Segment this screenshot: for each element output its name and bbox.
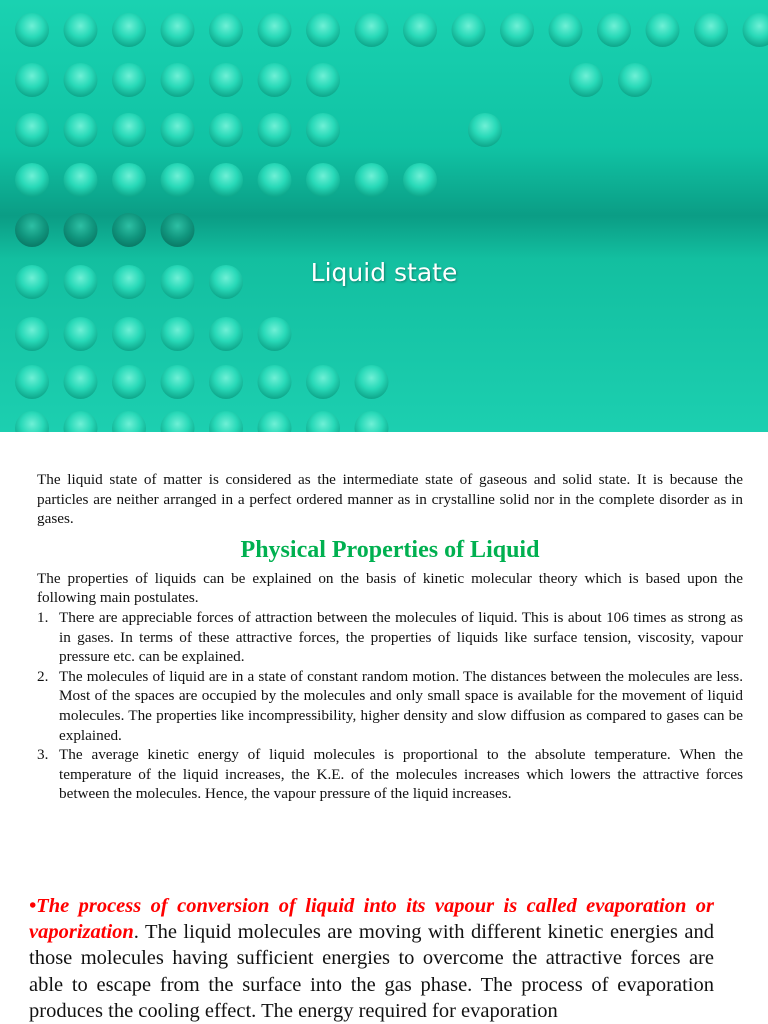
slide-dot	[209, 317, 243, 351]
slide-dot	[161, 317, 195, 351]
slide-dot	[258, 63, 292, 97]
intro-paragraph: The liquid state of matter is considered as the intermediate state of gaseous and solid state. It is because the particles are neither arranged in a perfect ordered manner as in crystalline solid nor in the complete disorder as in gases.	[37, 471, 743, 528]
slide-dot	[15, 365, 49, 399]
evaporation-definition: •The process of conversion of liquid into its vapour is called evaporation or vaporization	[29, 895, 714, 944]
slide-dot	[161, 365, 195, 399]
slide-dot	[161, 13, 195, 47]
slide-dot	[597, 13, 631, 47]
slide-dot	[258, 411, 292, 432]
slide-dot	[15, 317, 49, 351]
postulates-lead: The properties of liquids can be explained on the basis of kinetic molecular theory which is based upon the following main postulates.	[37, 569, 743, 607]
slide-dot	[306, 113, 340, 147]
slide-dot	[112, 163, 146, 197]
slide-dot	[161, 63, 195, 97]
slide-dot	[64, 317, 98, 351]
slide-dot	[64, 63, 98, 97]
slide-dot	[468, 113, 502, 147]
slide-dot	[646, 13, 680, 47]
slide-dot	[694, 13, 728, 47]
slide-dot	[355, 365, 389, 399]
postulate-text: There are appreciable forces of attraction between the molecules of liquid. This is about 106 times as strong as in gases. In terms of these attractive forces, the properties of liquids like surface tension, viscosity, vapour pressure etc. can be explained.	[59, 608, 743, 666]
slide-dot	[64, 113, 98, 147]
slide-dot	[64, 213, 98, 247]
slide-dot	[15, 411, 49, 432]
slide-dot	[161, 163, 195, 197]
slide-dot	[112, 13, 146, 47]
slide-dot	[112, 317, 146, 351]
slide-dot	[306, 365, 340, 399]
slide-dot	[306, 63, 340, 97]
slide-dot	[355, 13, 389, 47]
slide-dot	[64, 163, 98, 197]
slide-dot	[112, 411, 146, 432]
postulate-text: The average kinetic energy of liquid molecules is proportional to the absolute temperature. When the temperature of the liquid increases, the K.E. of the molecules increases which lowers the attractive forces between the molecules. Hence, the vapour pressure of the liquid increases.	[59, 746, 743, 803]
slide-dot	[64, 411, 98, 432]
slide-dot	[355, 163, 389, 197]
slide-dot	[306, 411, 340, 432]
section-heading: Physical Properties of Liquid	[240, 536, 540, 563]
slide-dot	[355, 411, 389, 432]
postulate-item	[37, 745, 743, 804]
slide-dot	[112, 63, 146, 97]
postulate-item	[37, 608, 743, 667]
slide-dot	[209, 365, 243, 399]
slide-dot	[569, 63, 603, 97]
slide-dot	[258, 365, 292, 399]
slide-dot	[64, 365, 98, 399]
slide-dot	[15, 163, 49, 197]
slide-dot	[618, 63, 652, 97]
slide-dot	[500, 13, 534, 47]
title-slide	[0, 0, 768, 432]
slide-dot	[209, 113, 243, 147]
postulate-number: 2.	[37, 667, 49, 685]
postulate-number: 3.	[37, 746, 49, 764]
postulates-list	[37, 608, 743, 804]
slide-dot	[64, 13, 98, 47]
slide-dot	[209, 63, 243, 97]
slide-dot	[209, 163, 243, 197]
slide-dot	[403, 13, 437, 47]
slide-dot	[452, 13, 486, 47]
slide-dot	[549, 13, 583, 47]
slide-dot	[161, 113, 195, 147]
slide-dot	[209, 411, 243, 432]
slide-dot	[306, 163, 340, 197]
document-body	[37, 470, 743, 804]
slide-dot	[112, 113, 146, 147]
slide-dot	[112, 213, 146, 247]
postulate-text: The molecules of liquid are in a state of constant random motion. The distances between the molecules are less. Most of the spaces are occupied by the molecules and only small space is available for the movement of liquid molecules. The properties like incompressibility, higher density and slow diffusion as compared to gases can be explained.	[59, 667, 743, 744]
slide-dot	[258, 163, 292, 197]
slide-dot	[306, 13, 340, 47]
slide-dot	[161, 411, 195, 432]
slide-dot	[258, 13, 292, 47]
slide-dot	[161, 213, 195, 247]
slide-dot	[15, 213, 49, 247]
slide-dot	[209, 13, 243, 47]
slide-dot	[15, 13, 49, 47]
slide-dot	[403, 163, 437, 197]
slide-dot	[258, 113, 292, 147]
slide-dot	[258, 317, 292, 351]
slide-dot	[743, 13, 768, 47]
slide-dot-pattern	[0, 0, 768, 432]
evaporation-body: . The liquid molecules are moving with different kinetic energies and those molecules having sufficient energies to overcome the attractive forces are able to escape from the surface into the gas phase. The process of evaporation produces the cooling effect. The energy required for evaporation	[29, 921, 714, 1022]
evaporation-paragraph	[29, 893, 714, 1024]
postulate-number: 1.	[37, 608, 49, 626]
slide-dot	[112, 365, 146, 399]
slide-title: Liquid state	[310, 258, 458, 287]
slide-dot	[15, 63, 49, 97]
postulate-item	[37, 667, 743, 745]
slide-dot	[15, 113, 49, 147]
